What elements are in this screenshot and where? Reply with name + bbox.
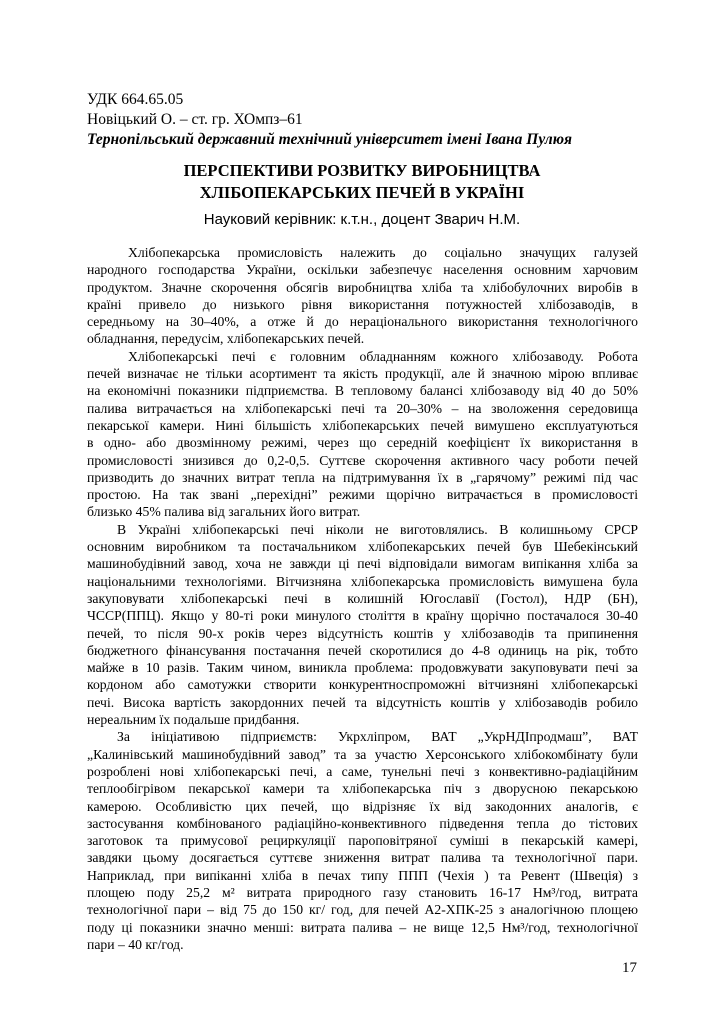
paragraph-3-line: машинобудівний завод, хоча не завжди ці печі відповідали вимогам випікання хліба за — [87, 556, 638, 572]
paragraph-1-line: середньому на 30–40%, а отже й до нераціонального використання технологічного — [87, 314, 638, 330]
body-text — [87, 244, 638, 953]
paragraph-4-line: теплообігрівом пекарської камери та хлібопекарська піч з дворусною пекарською — [87, 781, 638, 797]
paragraph-4-line: поду ці показники значно менші: витрата палива – не вище 12,5 Нм³/год, технологічної — [87, 919, 638, 935]
paragraph-3-line: національними технологіями. Вітчизняна хлібопекарська промисловість вимушена була — [87, 573, 638, 589]
paragraph-3-line: печі. Висока вартість закордонних печей та відсутність коштів у хлібозаводів робило — [87, 694, 638, 710]
paragraph-3-line: основним виробником та постачальником хлібопекарських печей був Шебекінський — [87, 539, 638, 555]
title-line-1: ПЕРСПЕКТИВИ РОЗВИТКУ ВИРОБНИЦТВА — [183, 161, 541, 180]
paragraph-1-line: країні привело до низького рівня використання потужностей хлібозаводів, в — [87, 296, 638, 312]
paragraph-2-line: промисловості знизився до 0,2-0,5. Суттєве скорочення активного часу роботи печей — [87, 452, 638, 468]
paragraph-4-line: пари – 40 кг/год. — [87, 936, 184, 952]
paragraph-4-line: За ініціативою підприємств: Укрхліпром, ВАТ „УкрНДІпродмаш”, ВАТ — [117, 729, 638, 745]
paragraph-2-line: пекарської камери. Нині більшість хлібопекарських печей вимушено експлуатуються — [87, 417, 638, 433]
paragraph-1-line: народного господарства України, оскільки забезпечує населення основним харчовим — [87, 262, 638, 278]
paragraph-2-line: печей визначає не тільки асортимент та якість продукції, але й значною мірою впливає — [87, 366, 638, 382]
paragraph-4-line: технологічної пари – від 75 до 150 кг/ год, для печей А2-ХПК-25 з аналогічною площею — [87, 902, 638, 918]
paragraph-2-line: палива витрачається на хлібопекарські печі та 20–30% – на зволоження середовища — [87, 400, 638, 416]
paragraph-2-line: простою. На так звані „перехідні” режими щорічно витрачається в промисловості — [87, 487, 638, 503]
paragraph-3-line: майже в 10 разів. Таким чином, виникла проблема: продовжувати закуповувати печі за — [87, 660, 638, 676]
paragraph-4-line: завдяки цьому досягається суттєве зниження витрат палива та технологічної пари. — [87, 850, 638, 866]
paragraph-3-line: бюджетного фінансування постачання печей скоротилися до 4-8 одиниць на рік, тобто — [87, 642, 638, 658]
paragraph-2-line: на економічні показники підприємства. В тепловому балансі хлібозаводу від 40 до 50% — [87, 383, 638, 399]
paragraph-1-line: продуктом. Значне скорочення обсягів виробництва хліба та хлібобулочних виробів в — [87, 279, 638, 295]
paragraph-4-line: заготовок та примусової рециркуляції пароповітряної суміші в пекарській камері, — [87, 833, 638, 849]
university-name: Тернопільський державний технічний університет імені Івана Пулюя — [87, 131, 573, 148]
paragraph-2-line: близько 45% палива від загальних його витрат. — [87, 504, 361, 520]
paragraph-1-line: Хлібопекарська промисловість належить до соціально значущих галузей — [128, 245, 638, 260]
udc-code: УДК 664.65.05 — [87, 91, 184, 108]
paragraph-3-line: закуповувати хлібопекарські печі в колишній Югославії (Гостол), НДР (БН), — [87, 590, 638, 606]
paragraph-3-line: нереальним їх подальше придбання. — [87, 712, 300, 728]
page-number: 17 — [622, 960, 637, 976]
supervisor-line: Науковий керівник: к.т.н., доцент Зварич Н.М. — [203, 211, 521, 228]
paragraph-4-line: площею поду 25,2 м² витрата природного газу становить 16-17 Нм³/год, витрата — [87, 884, 638, 900]
paragraph-4-line: Наприклад, при випіканні хліба в печах типу ППП (Чехія ) та Ревент (Швеція) з — [87, 867, 638, 883]
paragraph-1-line: обладнання, передусім, хлібопекарських печей. — [87, 331, 365, 347]
paragraph-4-line: камерою. Особливістю цих печей, що відрізняє їх від закодонних аналогів, є — [87, 798, 638, 814]
paragraph-3-line: кордоном або самотужки створити конкурентноспроможні вітчизняні хлібопекарські — [87, 677, 638, 693]
author-line: Новіцький О. – ст. гр. ХОмпз–61 — [87, 111, 303, 128]
paragraph-2-line: в одно- або двозмінному режимі, через що середній коефіцієнт їх використання в — [87, 435, 638, 451]
title-line-2: ХЛІБОПЕКАРСЬКИХ ПЕЧЕЙ В УКРАЇНІ — [199, 183, 525, 202]
paragraph-3-line: ЧССР(ППЦ). Якщо у 80-ті роки минулого століття в країну щорічно постачалося 30-40 — [87, 608, 638, 624]
paragraph-2-line: Хлібопекарські печі є головним обладнанням кожного хлібозаводу. Робота — [128, 348, 638, 364]
paragraph-2-line: призводить до значних витрат тепла на підтримування їх в „гарячому” режимі під час — [87, 469, 638, 485]
paper-title — [87, 160, 637, 204]
paragraph-3-line: печей, то після 90-х років через відсутність коштів у хлібозаводів та припинення — [87, 625, 638, 641]
paragraph-3-line: В Україні хлібопекарські печі ніколи не виготовлялись. В колишньому СРСР — [117, 521, 638, 537]
paragraph-4-line: розроблені нові хлібопекарські печі, а саме, тунельні печі з конвективно-радіаційним — [87, 763, 638, 779]
paragraph-4-line: „Калинівський машинобудівний завод” та за участю Херсонського хлібокомбінату були — [87, 746, 638, 762]
paragraph-4-line: застосування комбінованого радіаційно-конвективного підведення тепла до тістових — [87, 815, 638, 831]
